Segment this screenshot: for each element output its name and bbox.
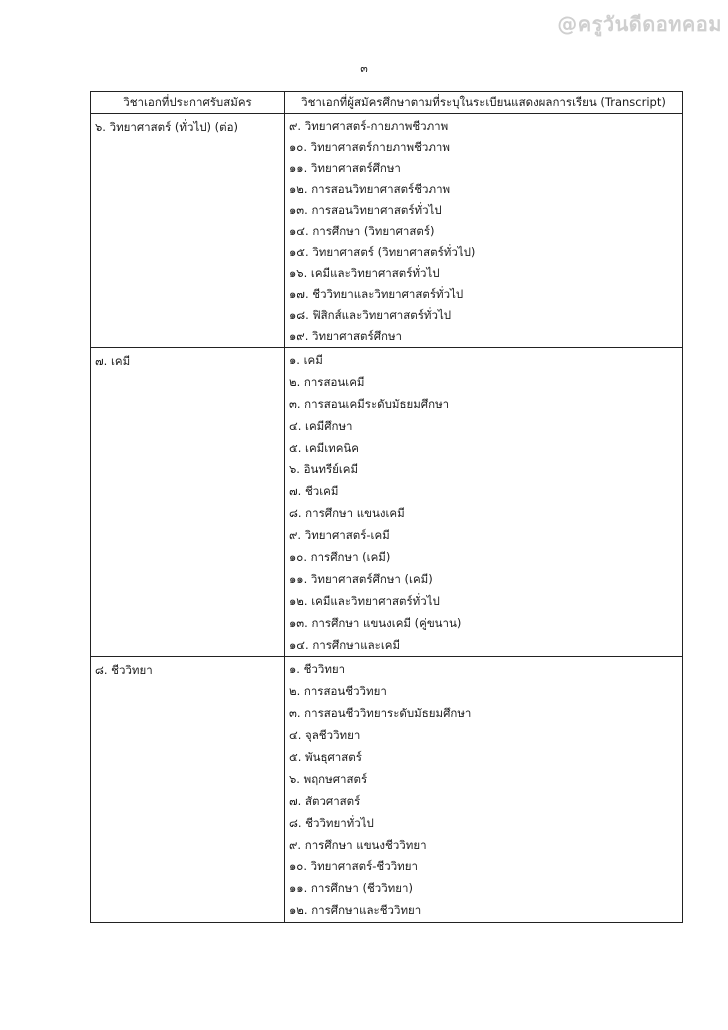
list-item: ๑๕. วิทยาศาสตร์ (วิทยาศาสตร์ทั่วไป): [289, 245, 476, 259]
list-item: ๙. การศึกษา แขนงชีววิทยา: [289, 837, 427, 852]
list-item: ๑๒. เคมีและวิทยาศาสตร์ทั่วไป: [289, 593, 440, 608]
major-cell: ๗. เคมี: [91, 348, 285, 657]
list-item: ๒. การสอนเคมี: [289, 374, 365, 389]
list-item: ๑๒. การสอนวิทยาศาสตร์ชีวภาพ: [289, 182, 451, 196]
majors-table: [90, 91, 683, 923]
list-item: ๑๐. วิทยาศาสตร์-ชีววิทยา: [289, 859, 418, 874]
table-row: [91, 114, 683, 348]
subjects-cell: [285, 348, 683, 657]
list-item: ๑๙. วิทยาศาสตร์ศึกษา: [289, 329, 402, 343]
list-item: ๑๑. วิทยาศาสตร์ศึกษา: [289, 161, 401, 175]
list-item: ๑๗. ชีววิทยาและวิทยาศาสตร์ทั่วไป: [289, 287, 464, 301]
list-item: ๘. ชีววิทยาทั่วไป: [289, 815, 374, 830]
list-item: ๔. จุลชีววิทยา: [289, 728, 361, 743]
header-transcript-major: วิชาเอกที่ผู้สมัครศึกษาตามที่ระบุในระเบียนแสดงผลการเรียน (Transcript): [285, 92, 683, 114]
major-cell: ๖. วิทยาศาสตร์ (ทั่วไป) (ต่อ): [91, 114, 285, 348]
list-item: ๕. เคมีเทคนิค: [289, 440, 359, 455]
watermark: @ครูวันดีดอทคอม: [557, 12, 722, 36]
list-item: ๘. การศึกษา แขนงเคมี: [289, 506, 405, 521]
list-item: ๑๑. วิทยาศาสตร์ศึกษา (เคมี): [289, 571, 433, 586]
list-item: ๑๔. การศึกษาและเคมี: [289, 637, 401, 652]
list-item: ๓. การสอนเคมีระดับมัธยมศึกษา: [289, 396, 450, 411]
list-item: ๙. วิทยาศาสตร์-กายภาพชีวภาพ: [289, 119, 449, 133]
list-item: ๔. เคมีศึกษา: [289, 418, 353, 433]
list-item: ๑๐. วิทยาศาสตร์กายภาพชีวภาพ: [289, 140, 450, 154]
list-item: ๒. การสอนชีววิทยา: [289, 684, 387, 699]
list-item: ๖. อินทรีย์เคมี: [289, 462, 359, 477]
list-item: ๓. การสอนชีววิทยาระดับมัธยมศึกษา: [289, 706, 472, 721]
list-item: ๗. สัตวศาสตร์: [289, 793, 361, 808]
table-row: [91, 348, 683, 657]
list-item: ๙. วิทยาศาสตร์-เคมี: [289, 528, 390, 543]
table-header-row: [91, 92, 683, 114]
header-announced-major: วิชาเอกที่ประกาศรับสมัคร: [91, 92, 285, 114]
list-item: ๖. พฤกษศาสตร์: [289, 771, 368, 786]
list-item: ๑๖. เคมีและวิทยาศาสตร์ทั่วไป: [289, 266, 440, 280]
list-item: ๗. ชีวเคมี: [289, 484, 339, 499]
list-item: ๑๐. การศึกษา (เคมี): [289, 550, 391, 565]
list-item: ๑. ชีววิทยา: [289, 662, 346, 677]
list-item: ๑๔. การศึกษา (วิทยาศาสตร์): [289, 224, 435, 238]
major-cell: ๘. ชีววิทยา: [91, 657, 285, 923]
list-item: ๑๓. การสอนวิทยาศาสตร์ทั่วไป: [289, 203, 442, 217]
list-item: ๑๘. ฟิสิกส์และวิทยาศาสตร์ทั่วไป: [289, 308, 452, 322]
list-item: ๑๒. การศึกษาและชีววิทยา: [289, 903, 422, 918]
list-item: ๕. พันธุศาสตร์: [289, 750, 362, 765]
list-item: ๑. เคมี: [289, 353, 323, 367]
subjects-cell: [285, 657, 683, 923]
list-item: ๑๑. การศึกษา (ชีววิทยา): [289, 881, 413, 896]
table-row: [91, 657, 683, 923]
page-number: ๓: [360, 62, 368, 75]
subjects-cell: [285, 114, 683, 348]
list-item: ๑๓. การศึกษา แขนงเคมี (คู่ขนาน): [289, 615, 462, 630]
